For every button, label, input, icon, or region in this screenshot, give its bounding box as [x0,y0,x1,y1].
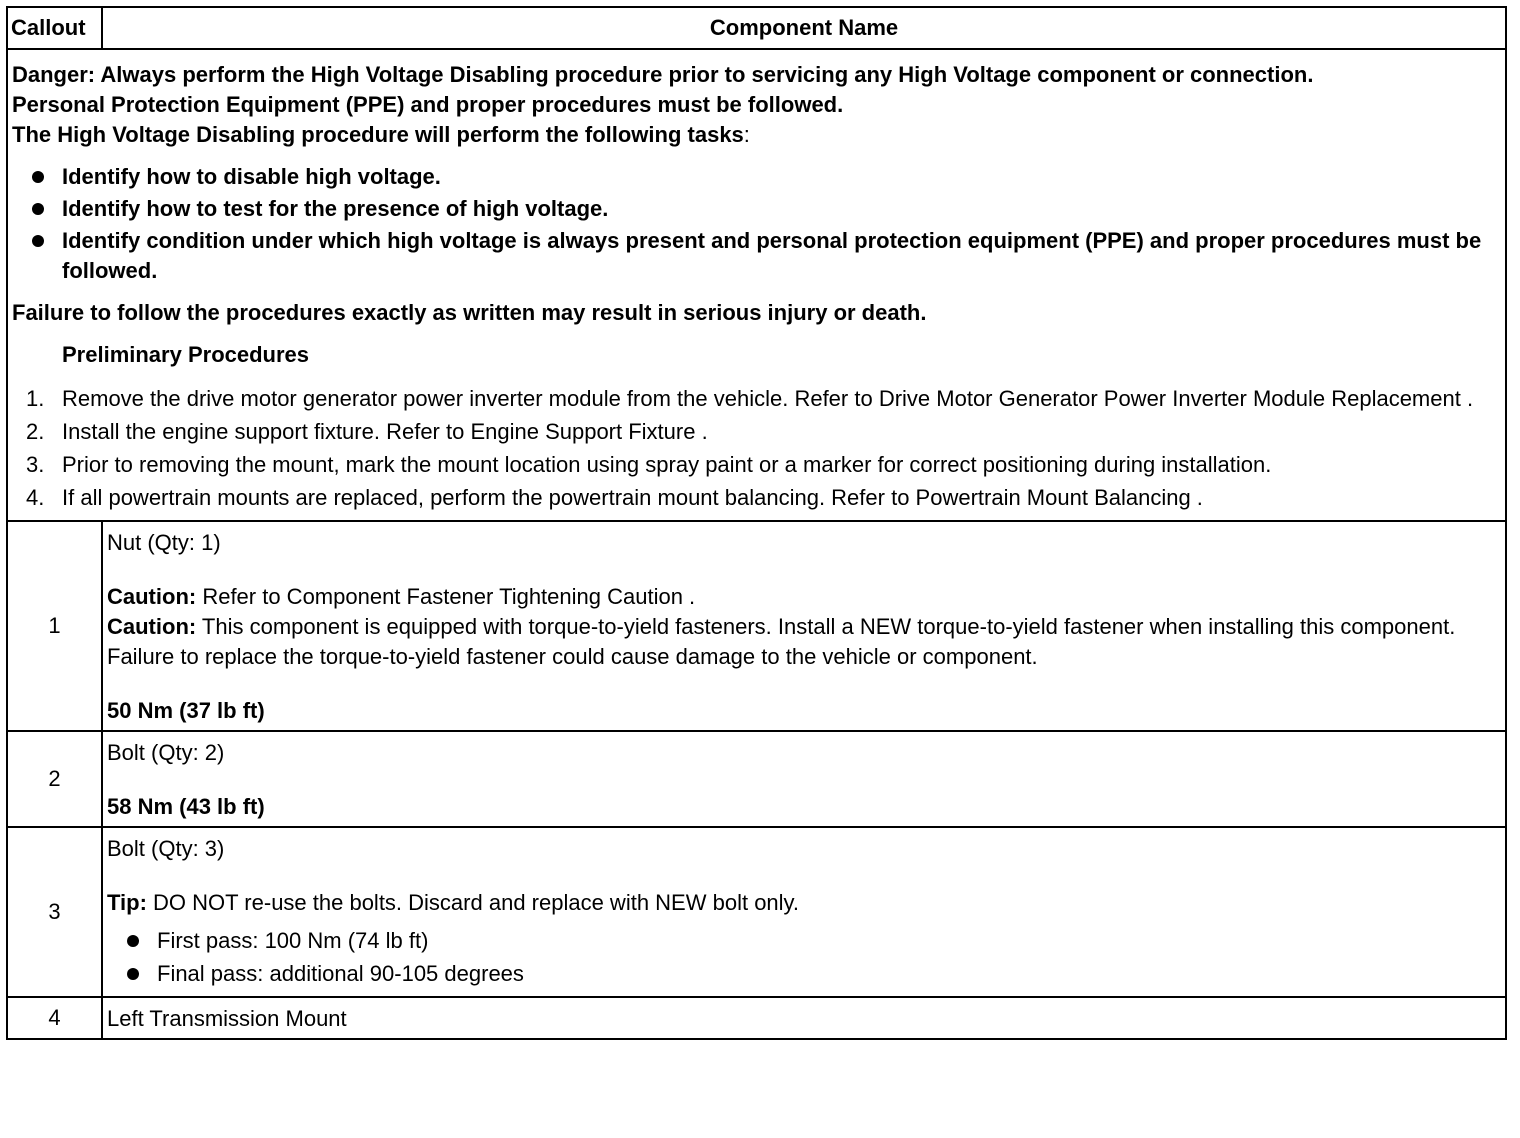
step-text: If all powertrain mounts are replaced, perform the powertrain mount balancing. Refer to Powertrain Mount Balancing . [62,485,1203,510]
component-name: Bolt (Qty: 2) [107,740,225,765]
component-name-header: Component Name [102,7,1506,49]
tip-label: Tip: [107,890,147,915]
torque-pass-list [107,926,1501,989]
danger-line-2: Personal Protection Equipment (PPE) and proper procedures must be followed. [12,92,844,117]
callout-cell: 2 [7,731,102,827]
step-text: Prior to removing the mount, mark the mount location using spray paint or a marker for correct positioning during installation. [62,452,1272,477]
table-row [7,997,1506,1039]
caution-note [107,582,1501,612]
procedure-steps [12,384,1501,513]
step-text: Install the engine support fixture. Refer to Engine Support Fixture . [62,419,708,444]
tip-note [107,888,1501,918]
callout-cell: 3 [7,827,102,997]
step-number: 2. [26,419,45,444]
caution-text: Refer to Component Fastener Tightening Caution . [196,584,696,609]
tasks-colon: : [743,122,750,147]
caution-text: This component is equipped with torque-to-yield fasteners. Install a NEW torque-to-yield fastener when installing this component. Failure to replace the torque-to-yield fastener could cause damage to the vehicle or component. [107,614,1456,669]
list-item [12,384,1501,414]
table-header-row [7,7,1506,49]
caution-note [107,612,1501,672]
component-cell [102,731,1506,827]
intro-row [7,49,1506,521]
list-item: First pass: 100 Nm (74 lb ft) [107,926,1501,956]
component-cell [102,997,1506,1039]
intro-cell [7,49,1506,521]
list-item: Identify how to disable high voltage. [12,162,1501,192]
table-row [7,827,1506,997]
step-number: 3. [26,452,45,477]
list-item [12,417,1501,447]
list-item: Final pass: additional 90-105 degrees [107,959,1501,989]
failure-warning: Failure to follow the procedures exactly as written may result in serious injury or death. [12,300,927,325]
callout-cell: 1 [7,521,102,731]
list-item: Identify how to test for the presence of high voltage. [12,194,1501,224]
list-item [12,483,1501,513]
step-text: Remove the drive motor generator power inverter module from the vehicle. Refer to Drive Motor Generator Power Inverter Module Replacement . [62,386,1474,411]
tasks-text: The High Voltage Disabling procedure will perform the following tasks [12,122,744,147]
step-number: 4. [26,485,45,510]
list-item: Identify condition under which high voltage is always present and personal protection equipment (PPE) and proper procedures must be followed. [12,226,1501,286]
step-number: 1. [26,386,45,411]
list-item [12,450,1501,480]
component-table [6,6,1507,1040]
task-bullet-list [12,162,1501,286]
caution-label: Caution: [107,584,197,609]
component-name: Bolt (Qty: 3) [107,836,225,861]
caution-label: Caution: [107,614,197,639]
component-cell [102,827,1506,997]
torque-spec: 50 Nm (37 lb ft) [107,698,265,723]
callout-header: Callout [7,7,102,49]
table-row [7,731,1506,827]
callout-cell: 4 [7,997,102,1039]
torque-spec: 58 Nm (43 lb ft) [107,794,265,819]
tasks-line [12,120,1501,150]
component-cell [102,521,1506,731]
danger-line-1: Danger: Always perform the High Voltage Disabling procedure prior to servicing any High Voltage component or connection. [12,62,1314,87]
component-name: Nut (Qty: 1) [107,530,221,555]
preliminary-procedures-title: Preliminary Procedures [62,342,310,367]
tip-text: DO NOT re-use the bolts. Discard and replace with NEW bolt only. [146,890,800,915]
component-name: Left Transmission Mount [107,1006,347,1031]
table-row [7,521,1506,731]
